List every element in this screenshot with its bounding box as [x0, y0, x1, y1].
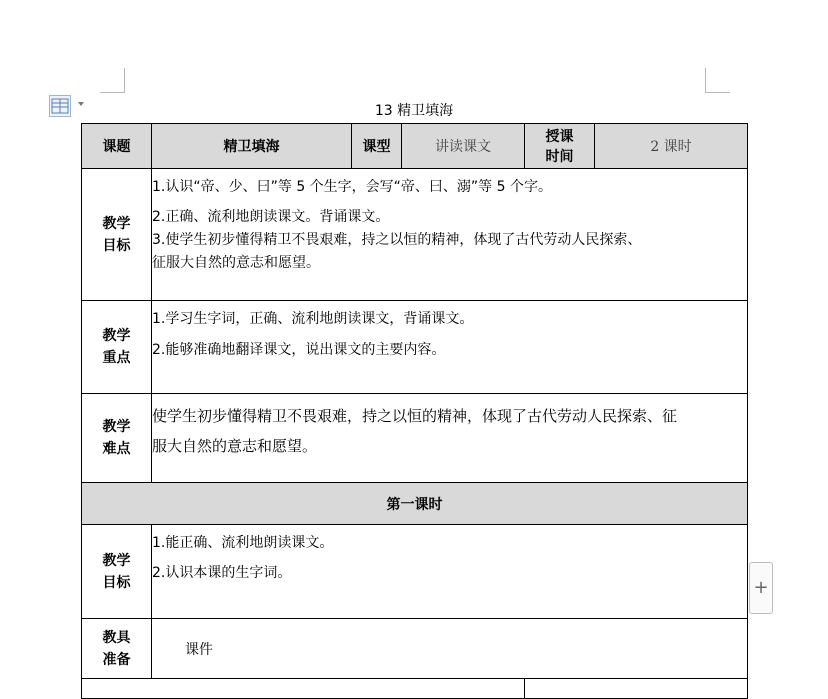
difficulties-content: [152, 394, 748, 483]
subject-value: 精卫填海: [152, 124, 352, 169]
first-lesson-heading: 第一课时: [82, 483, 748, 525]
key-points-label-line2: 重点: [102, 350, 131, 366]
page-corner-mark-right: [705, 68, 730, 93]
page-corner-mark-left: [100, 68, 125, 93]
key-point-item: 1.学习生字词，正确、流利地朗读课文，背诵课文。: [152, 311, 474, 327]
goals-content: [152, 169, 748, 301]
next-row-cell-right: [525, 679, 748, 699]
goal-item: 征服大自然的意志和愿望。: [152, 255, 320, 271]
difficulties-label-line2: 难点: [102, 441, 131, 457]
lesson1-goals-label: [82, 525, 152, 619]
tools-label-line2: 准备: [102, 651, 131, 668]
difficulty-item: 服大自然的意志和愿望。: [152, 437, 318, 455]
lesson1-goals-content: [152, 525, 748, 619]
lesson1-goal-item: 1.能正确、流利地朗读课文。: [152, 535, 334, 551]
lesson1-goal-item: 2.认识本课的生字词。: [152, 565, 292, 581]
difficulties-row: [82, 394, 748, 483]
goal-item: 3.使学生初步懂得精卫不畏艰难，持之以恒的精神，体现了古代劳动人民探索、: [152, 232, 642, 248]
lesson1-goals-label-line1: 教学: [102, 552, 131, 569]
key-points-row: [82, 301, 748, 394]
type-value: 讲读课文: [402, 124, 525, 169]
goals-label-line2: 目标: [102, 237, 131, 254]
difficulties-label-line1: 教学: [102, 419, 131, 435]
next-row-cell-left: [82, 679, 525, 699]
time-label-line2: 时间: [545, 149, 574, 165]
difficulty-item: 使学生初步懂得精卫不畏艰难，持之以恒的精神，体现了古代劳动人民探索、征: [152, 407, 678, 425]
type-label: 课型: [352, 124, 402, 169]
lesson1-goals-label-line2: 目标: [102, 574, 131, 591]
tools-label-line1: 教具: [102, 629, 131, 646]
key-points-label-line1: 教学: [102, 328, 131, 344]
lesson-plan-table: [81, 123, 748, 699]
goal-item: 1.认识“帝、少、曰”等 5 个生字，会写“帝、曰、溺”等 5 个字。: [152, 179, 552, 195]
goals-label-line1: 教学: [102, 215, 131, 232]
add-row-button[interactable]: [749, 562, 773, 614]
key-points-content: [152, 301, 748, 394]
difficulties-label: [82, 394, 152, 483]
first-lesson-row: [82, 483, 748, 525]
next-row-partial: [82, 679, 748, 699]
time-label: [525, 124, 595, 169]
table-header-row: [82, 124, 748, 169]
tools-row: [82, 619, 748, 679]
tools-label: [82, 619, 152, 679]
time-label-line1: 授课: [545, 129, 574, 145]
subject-label: 课题: [82, 124, 152, 169]
time-value: 2 课时: [595, 124, 748, 169]
lesson1-goals-row: [82, 525, 748, 619]
tools-value: 课件: [152, 619, 748, 679]
key-points-label: [82, 301, 152, 394]
document-title: 13 精卫填海: [374, 103, 454, 119]
plus-icon: +: [753, 577, 769, 598]
goal-item: 2.正确、流利地朗读课文。背诵课文。: [152, 209, 390, 225]
goals-label: [82, 169, 152, 301]
key-point-item: 2.能够准确地翻译课文，说出课文的主要内容。: [152, 342, 446, 358]
goals-row: [82, 169, 748, 301]
